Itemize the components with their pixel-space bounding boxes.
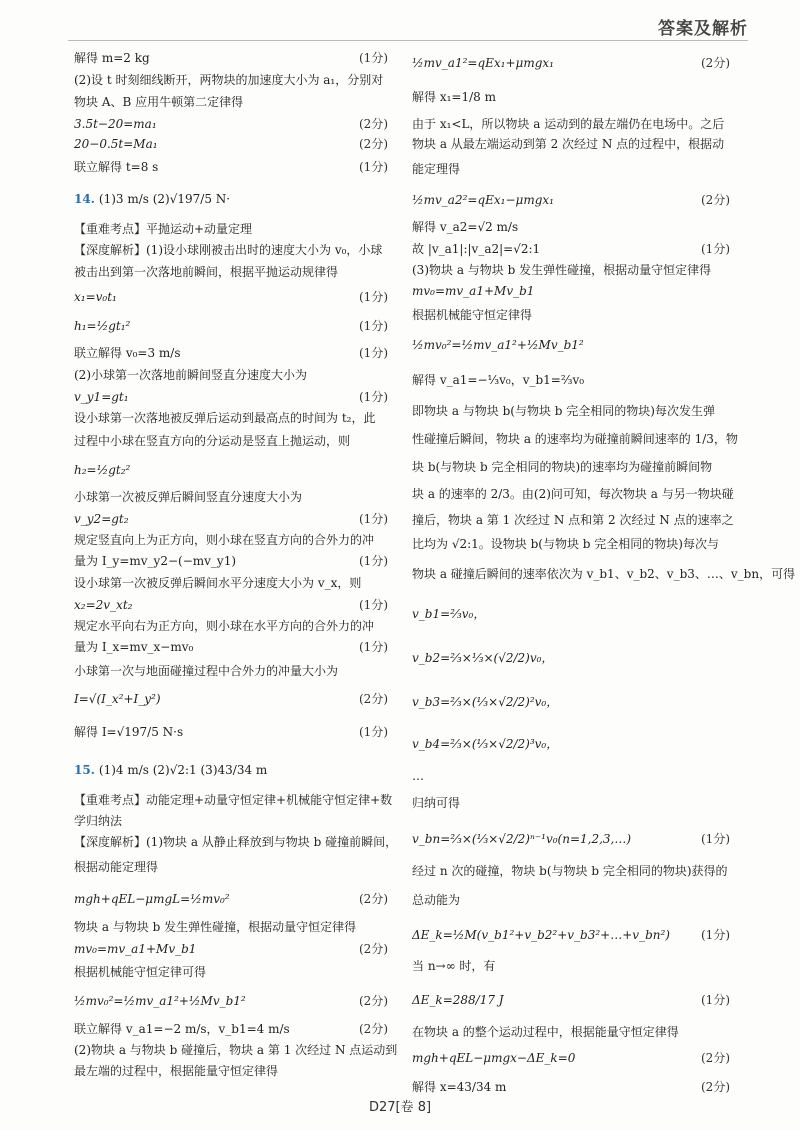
text-line — [74, 154, 388, 180]
score-mark: (2分) — [359, 1021, 388, 1036]
text-line — [74, 530, 388, 550]
text-line — [74, 70, 388, 90]
line-text: 联立解得 t=8 s — [74, 159, 159, 174]
text-line — [74, 960, 388, 984]
equation-line — [74, 134, 388, 154]
line-text: 物块 a 从最左端运动到第 2 次经过 N 点的过程中，根据动 — [412, 136, 725, 151]
line-text: 【重难考点】平抛运动+动量定理 — [74, 221, 253, 236]
text-line — [74, 364, 388, 386]
text-line — [74, 550, 388, 572]
line-text: v_y1=gt₁ — [74, 389, 129, 404]
equation-line — [74, 386, 388, 408]
equation-line — [412, 636, 730, 680]
line-text: 被击出到第一次落地前瞬间，根据平抛运动规律得 — [74, 264, 339, 279]
question-number: 14. — [74, 191, 95, 206]
text-line — [74, 810, 388, 832]
line-text: v_b2=⅔×⅓×(√2/2)v₀， — [412, 650, 554, 665]
text-line — [74, 616, 388, 636]
text-line — [74, 714, 388, 750]
score-mark: (2分) — [359, 136, 388, 151]
line-text: 由于 x₁<L，所以物块 a 运动到的最左端仍在电场中。之后 — [412, 116, 725, 131]
line-text: 解得 x₁=1/8 m — [412, 89, 496, 104]
line-text: 【深度解析】(1)物块 a 从静止释放到与物块 b 碰撞前瞬间， — [74, 834, 398, 849]
equation-line — [74, 594, 388, 616]
line-text: 解得 m=2 kg — [74, 50, 150, 65]
line-text: 解得 v_a2=√2 m/s — [412, 219, 519, 234]
line-text: … — [412, 768, 424, 783]
equation-line — [412, 818, 730, 860]
line-text: 量为 I_y=mv_y2−(−mv_y1) — [74, 553, 237, 568]
line-text: ½mv_a2²=qEx₁−μmgx₁ — [412, 192, 554, 207]
line-text: v_y2=gt₂ — [74, 511, 129, 526]
equation-line — [412, 184, 730, 216]
line-text: 解得 I=√197/5 N·s — [74, 724, 184, 739]
equation-line — [74, 684, 388, 714]
line-text: ΔE_k=288/17 J — [412, 992, 504, 1007]
line-text: 【深度解析】(1)设小球刚被击出时的速度大小为 v₀，小球 — [74, 242, 383, 257]
line-text: 能定理得 — [412, 161, 461, 176]
line-text: mv₀=mv_a1+Mv_b1 — [412, 283, 535, 298]
line-text: x₁=v₀t₁ — [74, 289, 117, 304]
line-text: 撞后，物块 a 第 1 次经过 N 点和第 2 次经过 N 点的速率之 — [412, 512, 734, 527]
text-line — [412, 882, 730, 918]
line-text: 块 a 的速率的 2/3。由(2)问可知，每次物块 a 与另一物块碰 — [412, 486, 734, 501]
score-mark: (1分) — [701, 927, 730, 942]
right-column — [412, 46, 796, 1102]
score-mark: (1分) — [359, 389, 388, 404]
text-line — [412, 216, 730, 238]
left-column — [74, 46, 398, 1082]
line-text: 当 n→∞ 时，有 — [412, 958, 496, 973]
equation-line — [412, 1044, 730, 1072]
score-mark: (1分) — [359, 318, 388, 333]
line-text: 块 b(与物块 b 完全相同的物块)的速率均为碰撞前瞬间物 — [412, 459, 713, 474]
text-line — [412, 238, 730, 260]
equation-line — [412, 918, 730, 952]
equation-line — [412, 280, 730, 302]
line-text: mv₀=mv_a1+Mv_b1 — [74, 941, 197, 956]
text-line — [74, 90, 388, 114]
line-text: 物块 a 与物块 b 发生弹性碰撞，根据动量守恒定律得 — [74, 919, 357, 934]
text-line — [74, 832, 398, 852]
equation-line — [412, 46, 730, 80]
line-text: ½mv₀²=½mv_a1²+½Mv_b1² — [412, 337, 584, 352]
line-text: 经过 n 次的碰撞，物块 b(与物块 b 完全相同的物块)获得的 — [412, 863, 728, 878]
line-text: (3)物块 a 与物块 b 发生弹性碰撞，根据动量守恒定律得 — [412, 262, 712, 277]
equation-line — [412, 328, 730, 362]
header-rule — [68, 40, 748, 41]
line-text: (2)物块 a 与物块 b 碰撞后，物块 a 第 1 次经过 N 点运动到 — [74, 1042, 398, 1057]
text-line — [412, 260, 730, 280]
equation-line — [412, 680, 730, 724]
line-text: I=√(I_x²+I_y²) — [74, 691, 161, 706]
text-line — [74, 240, 388, 260]
line-text: 根据动能定理得 — [74, 859, 159, 874]
page-header-title: 答案及解析 — [658, 19, 748, 39]
line-text: mgh+qEL−μmgx−ΔE_k=0 — [412, 1050, 576, 1065]
text-line — [74, 408, 388, 428]
line-text: h₂=½gt₂² — [74, 462, 131, 477]
text-line — [74, 260, 388, 284]
score-mark: (2分) — [701, 1050, 730, 1065]
question-number: 15. — [74, 762, 95, 777]
line-text: 联立解得 v_a1=−2 m/s，v_b1=4 m/s — [74, 1021, 290, 1036]
line-text: 规定水平向右为正方向，则小球在水平方向的合外力的冲 — [74, 618, 375, 633]
score-mark: (1分) — [359, 159, 388, 174]
equation-line — [74, 882, 388, 916]
score-mark: (2分) — [359, 691, 388, 706]
equation-line — [74, 508, 388, 530]
score-mark: (1分) — [701, 241, 730, 256]
text-line — [74, 486, 388, 508]
line-text: x₂=2v_xt₂ — [74, 597, 133, 612]
score-mark: (1分) — [701, 992, 730, 1007]
score-mark: (1分) — [701, 831, 730, 846]
answer-summary: (1)3 m/s (2)√197/5 N· — [98, 191, 231, 206]
text-line — [412, 302, 730, 328]
text-line — [74, 1060, 388, 1082]
line-text: 解得 v_a1=−⅓v₀，v_b1=⅔v₀ — [412, 372, 585, 387]
score-mark: (2分) — [701, 192, 730, 207]
line-text: 设小球第一次被反弹后瞬间水平分速度大小为 v_x，则 — [74, 575, 362, 590]
line-text: 即物块 a 与物块 b(与物块 b 完全相同的物块)每次发生弹 — [412, 403, 715, 418]
text-line — [412, 424, 738, 454]
equation-line — [74, 114, 388, 134]
text-line — [412, 764, 730, 788]
line-text: 归纳可得 — [412, 795, 461, 810]
text-line — [74, 790, 393, 810]
text-line — [74, 572, 388, 594]
equation-line — [74, 310, 388, 342]
score-mark: (1分) — [359, 639, 388, 654]
text-line — [412, 480, 734, 508]
answer-summary: (1)4 m/s (2)√2:1 (3)43/34 m — [98, 762, 268, 777]
text-line — [412, 80, 730, 114]
equation-line — [74, 454, 388, 486]
equation-line — [74, 938, 388, 960]
text-line — [412, 134, 730, 154]
line-text: v_bn=⅔×(⅓×√2/2)ⁿ⁻¹v₀(n=1,2,3,…) — [412, 831, 632, 846]
equation-line — [412, 980, 730, 1020]
text-line — [74, 658, 388, 684]
text-line — [412, 1020, 730, 1044]
equation-line — [74, 984, 388, 1018]
question-answer-line — [74, 750, 388, 790]
page-footer: D27[卷 8] — [368, 1100, 432, 1115]
score-mark: (1分) — [359, 511, 388, 526]
line-text: 在物块 a 的整个运动过程中，根据能量守恒定律得 — [412, 1024, 679, 1039]
score-mark: (1分) — [359, 50, 388, 65]
line-text: 总动能为 — [412, 892, 461, 907]
score-mark: (2分) — [359, 993, 388, 1008]
text-line — [74, 1040, 398, 1060]
text-line — [74, 636, 388, 658]
line-text: 学归纳法 — [74, 813, 123, 828]
line-text: 3.5t−20=ma₁ — [74, 116, 157, 131]
score-mark: (2分) — [359, 891, 388, 906]
line-text: 量为 I_x=mv_x−mv₀ — [74, 639, 194, 654]
text-line — [74, 218, 388, 240]
line-text: h₁=½gt₁² — [74, 318, 131, 333]
text-line — [412, 362, 730, 398]
text-line — [412, 556, 796, 592]
text-line — [74, 46, 388, 70]
line-text: 物块 a 碰撞后瞬间的速率依次为 v_b1、v_b2、v_b3、…、v_bn，可得 — [412, 566, 796, 581]
line-text: 小球第一次与地面碰撞过程中合外力的冲量大小为 — [74, 663, 339, 678]
score-mark: (2分) — [359, 116, 388, 131]
line-text: v_b1=⅔v₀， — [412, 606, 486, 621]
text-line — [412, 114, 730, 134]
text-line — [74, 342, 388, 364]
line-text: 最左端的过程中，根据能量守恒定律得 — [74, 1063, 279, 1078]
line-text: (2)小球第一次落地前瞬间竖直分速度大小为 — [74, 367, 307, 382]
line-text: 根据机械能守恒定律得 — [412, 307, 533, 322]
score-mark: (1分) — [359, 345, 388, 360]
line-text: 根据机械能守恒定律可得 — [74, 964, 207, 979]
line-text: 小球第一次被反弹后瞬间竖直分速度大小为 — [74, 489, 303, 504]
line-text: 联立解得 v₀=3 m/s — [74, 345, 181, 360]
line-text: v_b4=⅔×(⅓×√2/2)³v₀， — [412, 736, 559, 751]
line-text: 比均为 √2:1。设物块 b(与物块 b 完全相同的物块)每次与 — [412, 536, 719, 551]
line-text: 故 |v_a1|:|v_a2|=√2:1 — [412, 241, 541, 256]
score-mark: (2分) — [359, 941, 388, 956]
text-line — [74, 916, 388, 938]
text-line — [412, 532, 730, 556]
text-line — [74, 1018, 388, 1040]
score-mark: (1分) — [359, 289, 388, 304]
line-text: (2)设 t 时刻细线断开，两物块的加速度大小为 a₁，分别对 — [74, 72, 384, 87]
score-mark: (1分) — [359, 724, 388, 739]
line-text: 【重难考点】动能定理+动量守恒定律+机械能守恒定律+数 — [74, 792, 393, 807]
equation-line — [74, 284, 388, 310]
text-line — [74, 852, 388, 882]
equation-line — [412, 724, 730, 764]
text-line — [412, 952, 730, 980]
score-mark: (2分) — [701, 55, 730, 70]
line-text: v_b3=⅔×(⅓×√2/2)²v₀， — [412, 694, 559, 709]
score-mark: (1分) — [359, 597, 388, 612]
text-line — [412, 154, 730, 184]
line-text: ½mv_a1²=qEx₁+μmgx₁ — [412, 55, 554, 70]
line-text: 物块 A、B 应用牛顿第二定律得 — [74, 94, 244, 109]
text-line — [412, 860, 730, 882]
line-text: 规定竖直向上为正方向，则小球在竖直方向的合外力的冲 — [74, 532, 375, 547]
text-line — [412, 454, 730, 480]
equation-line — [412, 592, 730, 636]
score-mark: (2分) — [701, 1079, 730, 1094]
text-line — [412, 788, 730, 818]
line-text: 过程中小球在竖直方向的分运动是竖直上抛运动，则 — [74, 433, 351, 448]
text-line — [74, 428, 388, 454]
line-text: 解得 x=43/34 m — [412, 1079, 507, 1094]
line-text: 设小球第一次落地被反弹后运动到最高点的时间为 t₂，此 — [74, 410, 376, 425]
line-text: mgh+qEL−μmgL=½mv₀² — [74, 891, 230, 906]
line-text: ½mv₀²=½mv_a1²+½Mv_b1² — [74, 993, 246, 1008]
line-text: 20−0.5t=Ma₁ — [74, 136, 158, 151]
text-line — [412, 398, 730, 424]
score-mark: (1分) — [359, 553, 388, 568]
question-answer-line — [74, 180, 388, 218]
line-text: 性碰撞后瞬间，物块 a 的速率均为碰撞前瞬间速率的 1/3，物 — [412, 431, 738, 446]
text-line — [412, 508, 734, 532]
line-text: ΔE_k=½M(v_b1²+v_b2²+v_b3²+…+v_bn²) — [412, 927, 670, 942]
